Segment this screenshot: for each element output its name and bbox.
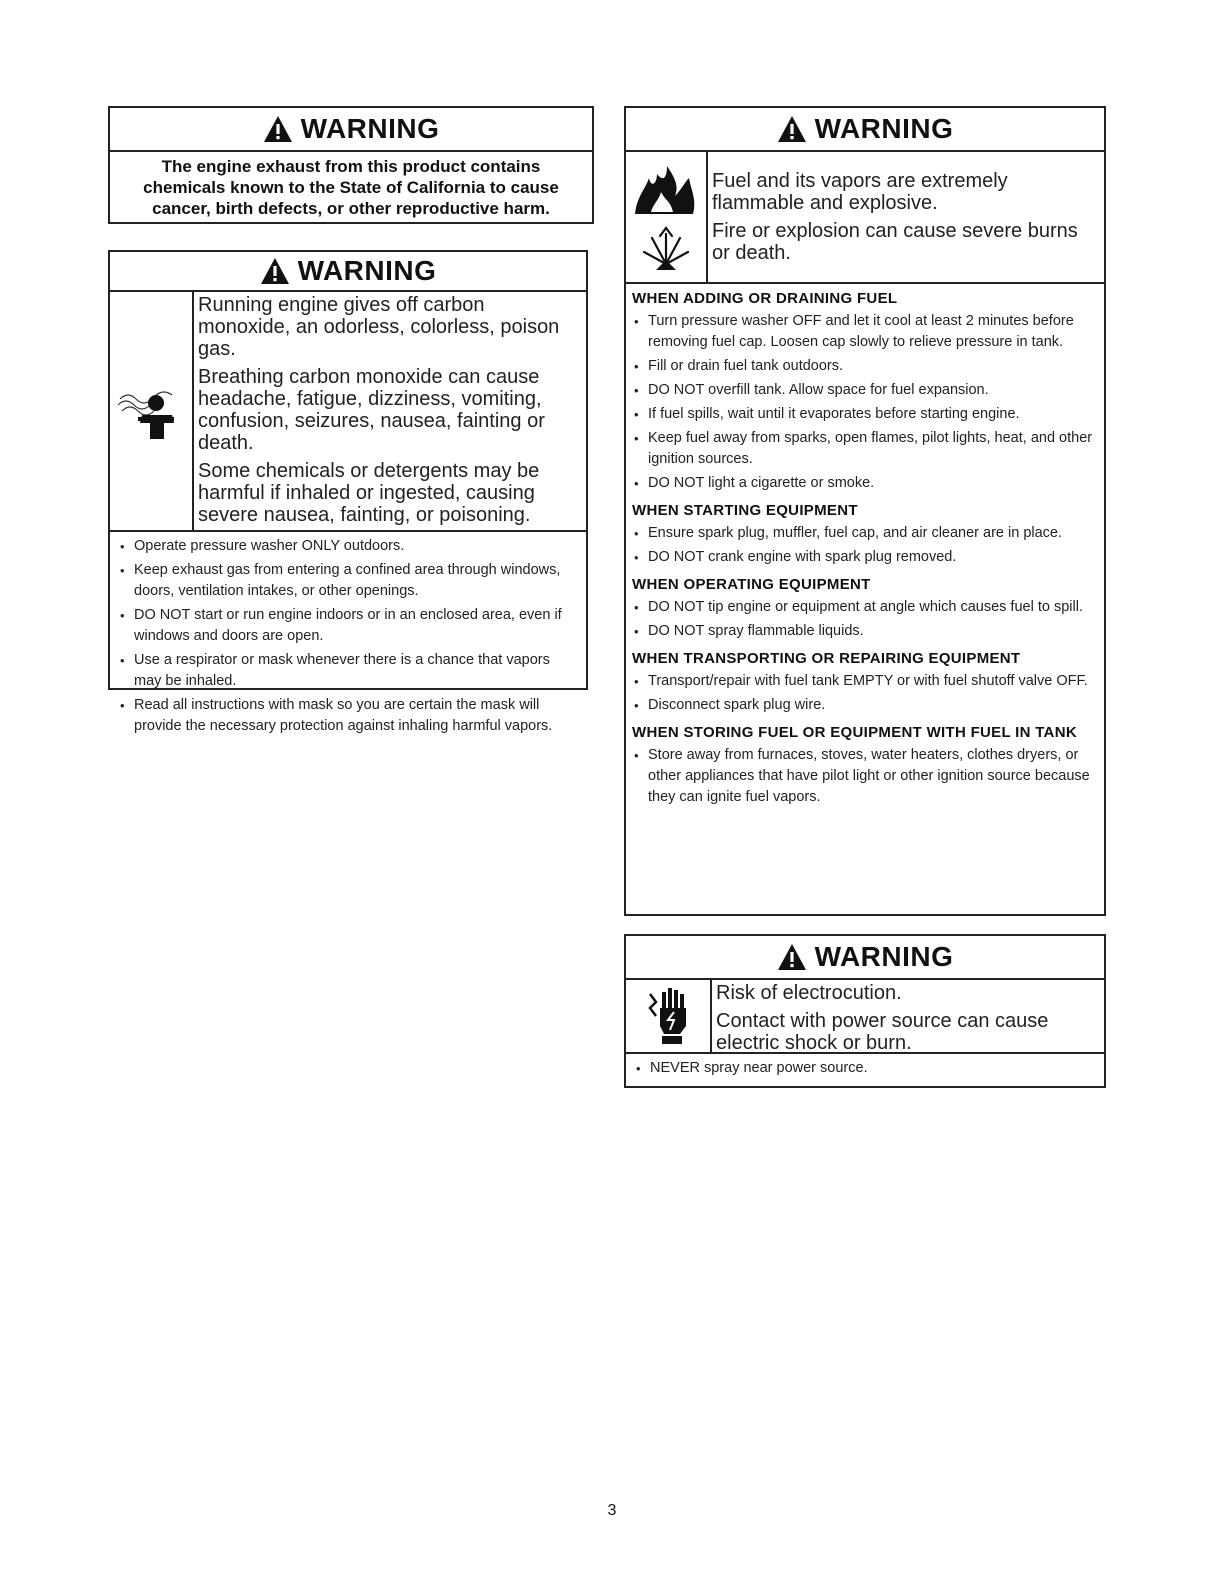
list-item: • Ensure spark plug, muffler, fuel cap, and air cleaner are in place. bbox=[632, 523, 1098, 544]
list-item: • Keep fuel away from sparks, open flames, pilot lights, heat, and other ignition sources. bbox=[632, 428, 1098, 470]
list-item: • Keep exhaust gas from entering a confined area through windows, doors, ventilation intakes, or other openings. bbox=[118, 560, 578, 602]
hazard-statement: Running engine gives off carbon monoxide, an odorless, colorless, poison gas. bbox=[198, 294, 560, 360]
hazard-text bbox=[192, 292, 586, 530]
section-heading: WHEN ADDING OR DRAINING FUEL bbox=[632, 290, 898, 307]
list-item: • DO NOT crank engine with spark plug removed. bbox=[632, 547, 1098, 568]
fuel-section bbox=[626, 718, 1104, 810]
fuel-section bbox=[626, 644, 1104, 718]
warning-header bbox=[626, 936, 1104, 980]
section-heading: WHEN TRANSPORTING OR REPAIRING EQUIPMENT bbox=[632, 650, 1021, 667]
list-item: • DO NOT start or run engine indoors or in an enclosed area, even if windows and doors are open. bbox=[118, 605, 578, 647]
explosion-icon bbox=[638, 224, 694, 274]
fuel-section bbox=[626, 570, 1104, 644]
electrocution-warning-box bbox=[624, 934, 1106, 1088]
warning-title: WARNING bbox=[297, 255, 437, 286]
list-item: • DO NOT light a cigarette or smoke. bbox=[632, 473, 1098, 494]
fuel-warning-box bbox=[624, 106, 1106, 916]
list-item: • Transport/repair with fuel tank EMPTY or with fuel shutoff valve OFF. bbox=[632, 671, 1098, 692]
page-number: 3 bbox=[607, 1502, 617, 1519]
list-item: • Turn pressure washer OFF and let it cool at least 2 minutes before removing fuel cap. Loosen cap slowly to relieve pressure in tank. bbox=[632, 311, 1098, 353]
hazard-row bbox=[626, 980, 1104, 1054]
safety-bullet-list bbox=[626, 521, 1104, 570]
hazard-text bbox=[710, 980, 1104, 1052]
prop65-line: cancer, birth defects, or other reproductive harm. bbox=[152, 199, 550, 218]
warning-triangle-icon bbox=[777, 943, 807, 971]
warning-triangle-icon bbox=[260, 257, 290, 285]
list-item: • DO NOT spray flammable liquids. bbox=[632, 621, 1098, 642]
fuel-section bbox=[626, 284, 1104, 496]
warning-triangle-icon bbox=[777, 115, 807, 143]
list-item: • Read all instructions with mask so you are certain the mask will provide the necessary protection against inhaling harmful vapors. bbox=[118, 695, 578, 737]
hazard-statement: Breathing carbon monoxide can cause headache, fatigue, dizziness, vomiting, confusion, seizures, nausea, fainting or death. bbox=[198, 366, 545, 454]
section-heading: WHEN OPERATING EQUIPMENT bbox=[632, 576, 871, 593]
hazard-text bbox=[706, 152, 1104, 282]
list-item: • Disconnect spark plug wire. bbox=[632, 695, 1098, 716]
safety-bullet-list bbox=[110, 532, 586, 743]
carbon-monoxide-warning-box bbox=[108, 250, 588, 734]
section-heading: WHEN STARTING EQUIPMENT bbox=[632, 502, 858, 519]
list-item: • Operate pressure washer ONLY outdoors. bbox=[118, 536, 578, 557]
warning-header bbox=[110, 108, 592, 152]
list-item: • Use a respirator or mask whenever there is a chance that vapors may be inhaled. bbox=[118, 650, 578, 692]
poison-gas-icon bbox=[116, 381, 186, 441]
list-item: • If fuel spills, wait until it evaporates before starting engine. bbox=[632, 404, 1098, 425]
warning-header bbox=[110, 252, 586, 292]
safety-bullet-list bbox=[626, 309, 1104, 496]
list-item: • NEVER spray near power source. bbox=[634, 1058, 1096, 1079]
warning-title: WARNING bbox=[814, 941, 954, 972]
hazard-statement: Fuel and its vapors are extremely flammable and explosive. bbox=[712, 170, 1008, 214]
list-item: • DO NOT overfill tank. Allow space for fuel expansion. bbox=[632, 380, 1098, 401]
section-heading: WHEN STORING FUEL OR EQUIPMENT WITH FUEL IN TANK bbox=[632, 724, 1077, 741]
warning-title: WARNING bbox=[300, 113, 440, 144]
fuel-section bbox=[626, 496, 1104, 570]
list-item: • Fill or drain fuel tank outdoors. bbox=[632, 356, 1098, 377]
hazard-statement: Fire or explosion can cause severe burns or death. bbox=[712, 220, 1078, 264]
hazard-icon-column bbox=[626, 152, 706, 282]
hazard-row bbox=[110, 292, 586, 532]
prop65-line: chemicals known to the State of California to cause bbox=[143, 178, 559, 197]
prop65-warning-box bbox=[108, 106, 594, 224]
hazard-icon-column bbox=[626, 980, 710, 1052]
warning-title: WARNING bbox=[814, 113, 954, 144]
safety-bullet-list bbox=[626, 669, 1104, 718]
hazard-row bbox=[626, 152, 1104, 284]
hazard-statement: Contact with power source can cause electric shock or burn. bbox=[716, 1010, 1049, 1054]
hazard-statement: Risk of electrocution. bbox=[716, 982, 902, 1004]
electric-shock-icon bbox=[644, 986, 692, 1046]
safety-bullet-list bbox=[626, 743, 1104, 810]
warning-header bbox=[626, 108, 1104, 152]
warning-triangle-icon bbox=[263, 115, 293, 143]
list-item: • DO NOT tip engine or equipment at angle which causes fuel to spill. bbox=[632, 597, 1098, 618]
prop65-text bbox=[110, 152, 592, 225]
hazard-icon-column bbox=[110, 292, 192, 530]
prop65-line: The engine exhaust from this product contains bbox=[161, 157, 541, 176]
list-item: • Store away from furnaces, stoves, water heaters, clothes dryers, or other appliances that have pilot light or other ignition source because they can ignite fuel vapors. bbox=[632, 745, 1098, 808]
fire-icon bbox=[631, 160, 701, 216]
hazard-statement: Some chemicals or detergents may be harmful if inhaled or ingested, causing severe nausea, fainting, or poisoning. bbox=[198, 460, 540, 526]
safety-bullet-list bbox=[626, 1054, 1104, 1085]
safety-bullet-list bbox=[626, 595, 1104, 644]
